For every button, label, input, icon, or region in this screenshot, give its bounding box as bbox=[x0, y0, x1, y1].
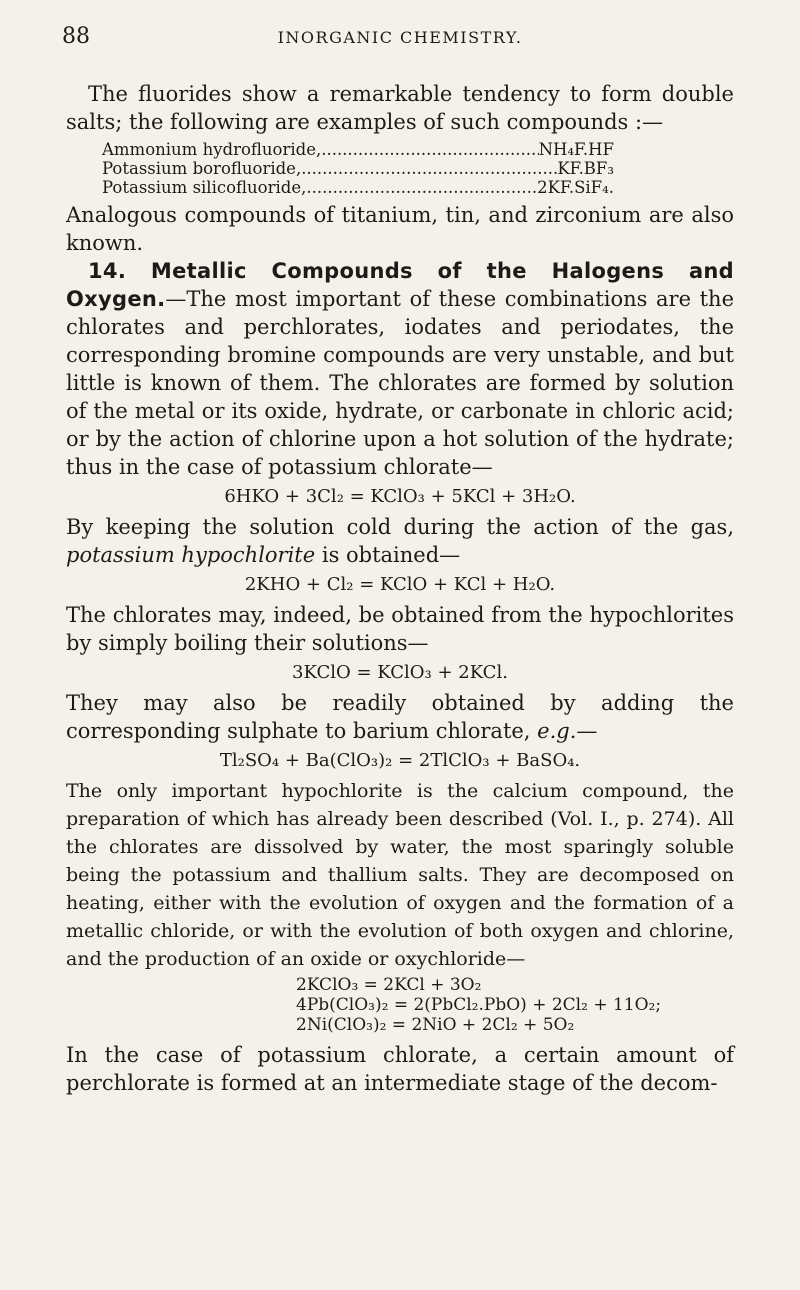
page-body bbox=[66, 80, 734, 1097]
leader-dots bbox=[321, 140, 538, 159]
italic-term: potassium hypochlorite bbox=[66, 543, 316, 567]
paragraph-analogous: Analogous compounds of titanium, tin, and zirconium are also known. bbox=[66, 203, 734, 255]
equation-line: 2KClO₃ = 2KCl + 3O₂ bbox=[296, 975, 482, 995]
compound-name: Potassium borofluoride, bbox=[102, 159, 302, 178]
paragraph-sulphate bbox=[66, 689, 734, 745]
paragraph-boiling: The chlorates may, indeed, be obtained from the hypochlorites by simply boiling their solutions— bbox=[66, 603, 734, 655]
equation-block bbox=[66, 975, 734, 1035]
equation-line: 4Pb(ClO₃)₂ = 2(PbCl₂.PbO) + 2Cl₂ + 11O₂; bbox=[296, 995, 662, 1015]
equation: 6HKO + 3Cl₂ = KClO₃ + 5KCl + 3H₂O. bbox=[224, 486, 576, 507]
compound-formula: KF.BF₃ bbox=[557, 159, 614, 178]
paragraph-fluorides: The fluorides show a remarkable tendency to form double salts; the following are examples of such compounds :— bbox=[66, 82, 734, 134]
compound-row bbox=[66, 159, 734, 178]
compound-list bbox=[66, 140, 734, 197]
equation: 3KClO = KClO₃ + 2KCl. bbox=[292, 662, 508, 683]
equation: 2KHO + Cl₂ = KClO + KCl + H₂O. bbox=[244, 574, 556, 595]
text-run: By keeping the solution cold during the action of the gas, bbox=[66, 515, 734, 539]
page-number: 88 bbox=[62, 24, 90, 49]
text-run: They may also be readily obtained by adding the corresponding sulphate to barium chlorate, bbox=[66, 691, 734, 743]
paragraph-hypochlorite bbox=[66, 513, 734, 569]
text-run: is obtained— bbox=[315, 543, 461, 567]
paragraph-perchlorate: In the case of potassium chlorate, a certain amount of perchlorate is formed at an intermediate stage of the decom- bbox=[66, 1043, 734, 1095]
equation: Tl₂SO₄ + Ba(ClO₃)₂ = 2TlClO₃ + BaSO₄. bbox=[219, 750, 581, 771]
compound-name: Potassium silicofluoride, bbox=[102, 178, 307, 197]
compound-row bbox=[66, 140, 734, 159]
compound-formula: 2KF.SiF₄. bbox=[537, 178, 614, 197]
section-14 bbox=[66, 257, 734, 481]
section-heading: 14. Metallic Compounds of the Halogens and Oxygen. bbox=[66, 259, 734, 311]
leader-dots bbox=[306, 178, 537, 197]
equation-line: 2Ni(ClO₃)₂ = 2NiO + 2Cl₂ + 5O₂ bbox=[296, 1015, 575, 1035]
running-head: INORGANIC CHEMISTRY. bbox=[277, 28, 523, 47]
compound-name: Ammonium hydrofluoride, bbox=[102, 140, 322, 159]
text-run: — bbox=[576, 719, 598, 743]
leader-dots bbox=[301, 159, 557, 178]
page-header bbox=[62, 24, 738, 54]
italic-term: e.g. bbox=[537, 719, 577, 743]
compound-row bbox=[66, 178, 734, 197]
section-text: —The most important of these combinations are the chlorates and perchlorates, iodates and periodates, the corresponding bromine compounds are very unstable, and but little is known of them. The chlorates are formed by solution of the metal or its oxide, hydrate, or carbonate in chloric acid; or by the action of chlorine upon a hot solution of the hydrate; thus in the case of potassium chlorate— bbox=[66, 287, 734, 479]
paragraph-decomposition: The only important hypochlorite is the calcium compound, the preparation of which has already been described (Vol. I., p. 274). All the chlorates are dissolved by water, the most sparingly soluble being the potassium and thallium salts. They are decomposed on heating, either with the evolution of oxygen and the formation of a metallic chloride, or with the evolution of both oxygen and chlorine, and the production of an oxide or oxychloride— bbox=[66, 780, 734, 970]
compound-formula: NH₄F.HF bbox=[538, 140, 614, 159]
